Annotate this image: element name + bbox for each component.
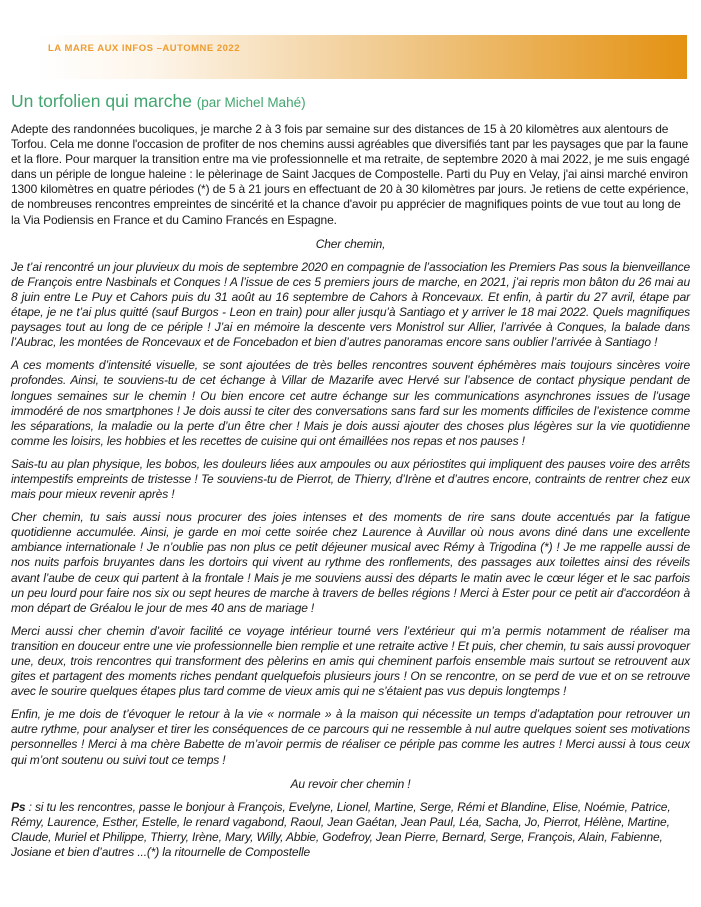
letter-paragraph-5: Merci aussi cher chemin d’avoir facilité ce voyage intérieur tourné vers l’extérieur qui m’a permis notamment de réaliser ma transition en douceur entre une vie professionnelle bien remplie et une retraite active ! Et puis, cher chemin, tu sais aussi provoquer une, deux, trois rencontres qui transforment des pèlerins en amis qui cheminent parfois ensemble mais surtout se retrouvent aux gites et partagent des moments riches pendant quelquefois plusieurs jours ! On se rencontre, on se perd de vue et on se retrouve avec le sourire quelques étapes plus tard comme de vieux amis qui ne s’étaient pas vus depuis longtemps !: [11, 623, 690, 699]
postscript-label: Ps: [11, 799, 26, 814]
letter-paragraph-2: A ces moments d’intensité visuelle, se sont ajoutées de très belles rencontres souvent éphémères mais toujours sincères voire profondes. Ainsi, te souviens-tu de cet échange à Villar de Mazarife avec Hervé sur l’absence de contact physique pendant de longues semaines sur le chemin ! Ou bien encore cet autre échange sur les communications asynchrones issues de l’usage immodéré de nos smartphones ! Je dois aussi te citer des conversations sans fard sur les moments difficiles de l’existence comme les séparations, la maladie ou la perte d’un être cher ! Mais je dois aussi ajouter des choses plus légères sur la vie quotidienne comme les loisirs, les hobbies et les recettes de cuisine qui ont émaillées nos repas et nos pauses !: [11, 358, 690, 448]
letter-paragraph-1: Je t’ai rencontré un jour pluvieux du mois de septembre 2020 en compagnie de l’association les Premiers Pas sous la bienveillance de François entre Nasbinals et Conques ! A l’issue de ces 5 premiers jours de marche, en 2021, j’ai repris mon bâton du 26 mai au 8 juin entre Le Puy et Cahors puis du 31 août au 16 septembre de Cahors à Roncevaux. Et enfin, à partir du 27 avril, étape par étape, je ne t’ai plus quitté (sauf Burgos - Leon en train) pour aller jusqu’à Santiago et y arriver le 18 mai 2022. Quels magnifiques paysages tout au long de ce périple ! J’ai en mémoire la descente vers Monistrol sur Allier, l’arrivée à Conques, la balade dans l’Aubrac, les montées de Roncevaux et de Foncebadon et bien d’autres panoramas encore sans oublier l’arrivée à Santiago !: [11, 259, 690, 350]
letter-paragraph-4: Cher chemin, tu sais aussi nous procurer des joies intenses et des moments de rire sans doute accentués par la fatigue quotidienne accumulée. Ainsi, je garde en moi cette soirée chez Laurence à Auvillar où nous avons diné dans une excellente ambiance internationale ! Je n’oublie pas non plus ce petit déjeuner musical avec Rémy à Trigodina (*) ! Je me rappelle aussi de nos nuits parfois bruyantes dans les dortoirs qui vivent au rythme des ronflements, des passages aux toilettes ainsi des réveils avant l’aube de ceux qui partent à la frontale ! Mais je me souviens aussi des départs le matin avec le cœur léger et le sac parfois un peu lourd pour faire nos six ou sept heures de marche à travers de belles régions ! Merci à Ester pour ce petit air d'accordéon à mon départ de Gréalou le jour de mes 40 ans de mariage !: [11, 510, 690, 615]
postscript-text: : si tu les rencontres, passe le bonjour à François, Evelyne, Lionel, Martine, Serge, Rémi et Blandine, Elise, Noémie, Patrice, Rémy, Laurence, Esther, Estelle, le renard vagabond, Raoul, Jean Gaétan, Jean Paul, Léa, Sacha, Jo, Pierrot, Hélène, Martine, Claude, Muriel et Philippe, Thierry, Irène, Mary, Willy, Abbie, Godefroy, Jean Pierre, Bernard, Serge, François, Alain, Fabienne, Josiane et bien d’autres ...(*) la ritournelle de Compostelle: [11, 799, 671, 860]
article-body: [0, 122, 701, 860]
letter-salutation: Cher chemin,: [315, 236, 386, 251]
article-byline: (par Michel Mahé): [196, 95, 306, 110]
newsletter-banner-title: LA MARE AUX INFOS –AUTOMNE 2022: [48, 43, 240, 54]
postscript: [11, 800, 690, 860]
newsletter-banner: [37, 35, 687, 79]
intro-paragraph: Adepte des randonnées bucoliques, je marche 2 à 3 fois par semaine sur des distances de 15 à 20 kilomètres aux alentours de Torfou. Cela me donne l'occasion de profiter de nos chemins aussi agréables que diversifiés tant par les paysages que par la faune et la flore. Pour marquer la transition entre ma vie professionnelle et ma retraite, de septembre 2020 à mai 2022, je me suis engagé dans un périple de longue haleine : le pèlerinage de Saint Jacques de Compostelle. Parti du Puy en Velay, j'ai ainsi marché environ 1300 kilomètres en quatre périodes (*) de 5 à 21 jours en effectuant de 20 à 30 kilomètres par jours. Je retiens de cette expérience, de nombreuses rencontres empreintes de sincérité et la chance d'avoir pu apprécier de magnifiques points de vue tout au long de la Via Podiensis en France et du Camino Francés en Espagne.: [11, 122, 690, 227]
article-title-text: Un torfolien qui marche: [11, 91, 192, 111]
letter-closing: Au revoir cher chemin !: [290, 776, 411, 791]
letter-paragraph-3: Sais-tu au plan physique, les bobos, les douleurs liées aux ampoules ou aux périostites qui impliquent des pauses voire des arrêts intempestifs empreints de tristesse ! Te souviens-tu de Pierrot, de Thierry, d’Irène et d’autres encore, contraints de rentrer chez eux mais pour mieux revenir après !: [11, 456, 690, 502]
letter-paragraph-6: Enfin, je me dois de t’évoquer le retour à la vie « normale » à la maison qui nécessite un temps d’adaptation pour retrouver un autre rythme, pour analyser et tirer les conséquences de ce parcours qui ne ressemble à nul autre quelques soient ses motivations personnelles ! Merci à ma chère Babette de m’avoir permis de réaliser ce périple pas comme les autres ! Merci aussi à tous ceux qui m’ont soutenu ou suivi tout ce temps !: [11, 707, 690, 767]
article-title: [11, 91, 690, 112]
